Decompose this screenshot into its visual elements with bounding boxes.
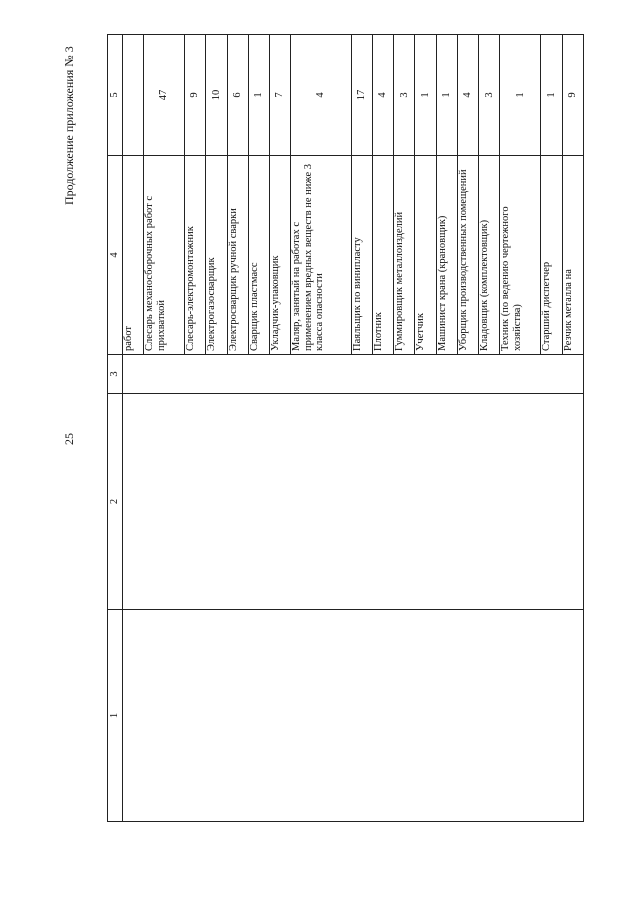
- profession-cell: Старший диспетчер: [541, 156, 562, 355]
- table-header-row: [108, 35, 123, 822]
- page-number: 25: [62, 433, 76, 445]
- table-row: [123, 35, 144, 822]
- profession-cell: Паяльщик по винипласту: [351, 156, 372, 355]
- staff-table: [107, 34, 584, 822]
- profession-cell: Уборщик производственных помещений: [457, 156, 478, 355]
- count-cell: 6: [227, 35, 248, 156]
- count-cell: 1: [541, 35, 562, 156]
- profession-cell: Электрогазосварщик: [206, 156, 227, 355]
- profession-cell: Техник (по ведению чертежного хозяйства): [500, 156, 541, 355]
- count-cell: 1: [500, 35, 541, 156]
- count-cell: 4: [457, 35, 478, 156]
- cell-col-2: [123, 394, 584, 610]
- profession-cell: Сварщик пластмасс: [248, 156, 269, 355]
- count-cell: 10: [206, 35, 227, 156]
- profession-cell: Кладовщик (комплектовщик): [479, 156, 500, 355]
- count-cell: 7: [270, 35, 291, 156]
- header-col-5: 5: [108, 35, 123, 156]
- profession-cell: Гуммировщик металлоизделий: [394, 156, 415, 355]
- count-cell: 4: [291, 35, 351, 156]
- profession-cell: Плотник: [372, 156, 393, 355]
- header-col-3: 3: [108, 355, 123, 394]
- count-cell: 47: [144, 35, 185, 156]
- profession-cell: Резчик металла на: [562, 156, 584, 355]
- profession-cell: Укладчик-упаковщик: [270, 156, 291, 355]
- profession-cell: работ: [123, 156, 144, 355]
- profession-cell: Машинист крана (крановщик): [436, 156, 457, 355]
- count-cell: 17: [351, 35, 372, 156]
- header-col-4: 4: [108, 156, 123, 355]
- count-cell: [123, 35, 144, 156]
- header-col-2: 2: [108, 394, 123, 610]
- profession-cell: Электросварщик ручной сварки: [227, 156, 248, 355]
- appendix-caption: Продолжение приложения № 3: [62, 46, 76, 205]
- count-cell: 3: [394, 35, 415, 156]
- count-cell: 1: [415, 35, 436, 156]
- profession-cell: Слесарь механосборочных работ с прихваткой: [144, 156, 185, 355]
- count-cell: 1: [436, 35, 457, 156]
- header-col-1: 1: [108, 610, 123, 822]
- profession-cell: Маляр, занятый на работах с применением вредных веществ не ниже 3 класса опасности: [291, 156, 351, 355]
- cell-col-3: [123, 355, 584, 394]
- count-cell: 1: [248, 35, 269, 156]
- count-cell: 9: [185, 35, 206, 156]
- table-body: [123, 35, 584, 822]
- count-cell: 4: [372, 35, 393, 156]
- profession-cell: Учетчик: [415, 156, 436, 355]
- count-cell: 9: [562, 35, 584, 156]
- cell-col-1: [123, 610, 584, 822]
- profession-cell: Слесарь-электромонтажник: [185, 156, 206, 355]
- staff-table-rotated: [107, 35, 584, 822]
- count-cell: 3: [479, 35, 500, 156]
